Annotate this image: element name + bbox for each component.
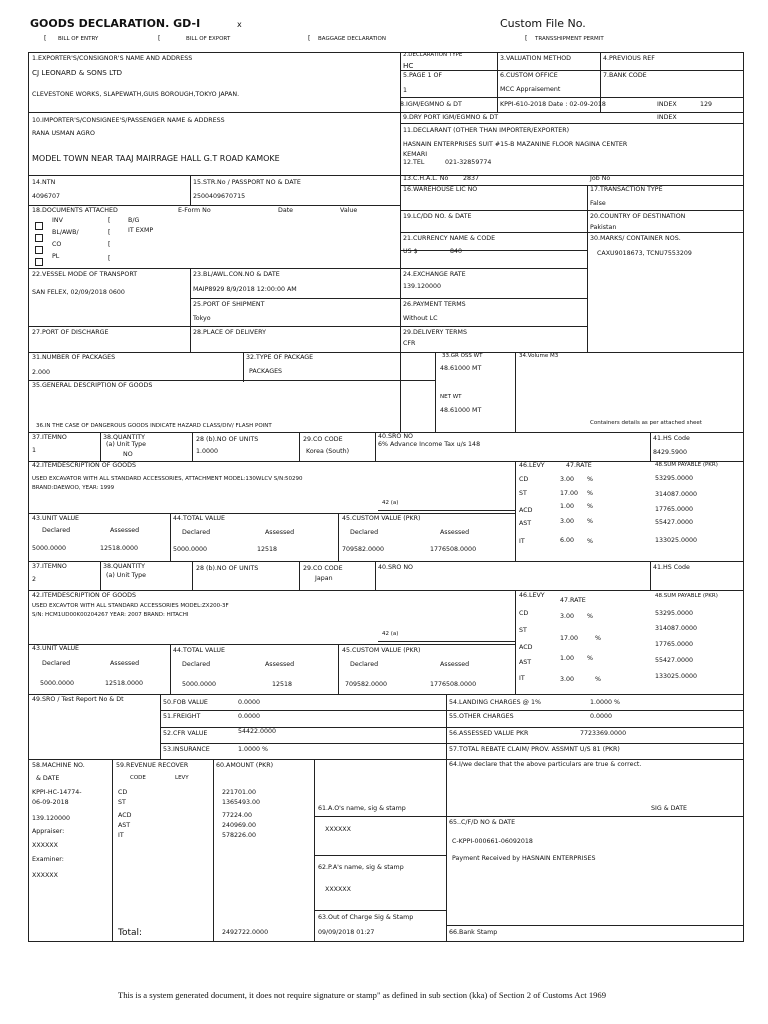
sum-label: 48.SUM PAYABLE (PKR)	[655, 593, 718, 599]
page-count: 1	[403, 87, 408, 94]
f4-label: 4.PREVIOUS REF	[603, 55, 655, 62]
amount-cd: 221701.00	[222, 789, 257, 796]
pct: %	[595, 635, 601, 642]
checkbox-inv[interactable]	[35, 222, 43, 230]
f62-label: 62.P.A's name, sig & stamp	[318, 864, 404, 871]
checkbox-pl[interactable]	[35, 258, 43, 266]
item2-no: 2	[32, 576, 37, 583]
no-units-label: 28 (b).NO OF UNITS	[196, 565, 259, 572]
opt-bill-of-export: BILL OF EXPORT	[186, 36, 231, 42]
rate-cd: 3.00	[560, 476, 575, 483]
item1-desc1: USED EXCAVATOR WITH ALL STANDARD ACCESSORIES, ATTACHMENT MODEL:130WLCV S/N:50290	[32, 476, 303, 482]
f26-label: 26.PAYMENT TERMS	[403, 301, 466, 308]
sum-acd: 17765.0000	[655, 506, 694, 513]
rate-st: 17.00	[560, 635, 579, 642]
ntn-value: 4096707	[32, 193, 61, 200]
item1-sro: 6% Advance Income Tax u/s 148	[378, 441, 481, 448]
sum-st: 314087.0000	[655, 625, 698, 632]
fob-value: 0.0000	[238, 699, 261, 706]
assessed-label: Assessed	[440, 529, 470, 536]
doc-it-exmp: IT EXMP	[128, 227, 154, 234]
number-of-packages: 2.000	[32, 369, 51, 376]
a42-label: 42 (a)	[382, 500, 399, 506]
declaration-type: HC	[403, 61, 414, 70]
assessed-value-pkr: 7723369.0000	[580, 730, 627, 737]
transaction-type: False	[590, 200, 606, 207]
f28-label: 28.PLACE OF DELIVERY	[193, 329, 266, 336]
index-value: 129	[700, 101, 713, 108]
f2-label: 2.DECLARATION TYPE	[403, 52, 463, 58]
desc-label: 42.ITEMDESCRIPTION OF GOODS	[32, 592, 136, 599]
f35-label: 35.GENERAL DESCRIPTION OF GOODS	[32, 382, 153, 389]
item1-unit: NO	[123, 451, 133, 458]
a42-label: 42 (a)	[382, 631, 399, 637]
f29-label: 29.DELIVERY TERMS	[403, 329, 467, 336]
item1-desc2: BRAND:DAEWOO, YEAR: 1999	[32, 485, 115, 491]
f63-label: 63.Out of Charge Sig & Stamp	[318, 914, 414, 921]
assessed-label: Assessed	[110, 527, 140, 534]
rev-code-it: IT	[118, 832, 124, 839]
item2-uv-declared: 5000.0000	[40, 680, 75, 687]
f31-label: 31.NUMBER OF PACKAGES	[32, 354, 116, 361]
f5-label: 5.PAGE 1 OF	[403, 72, 443, 79]
payment-terms: Without LC	[403, 315, 438, 322]
importer-name: RANA USMAN AGRO	[32, 130, 95, 137]
sum-ast: 55427.0000	[655, 519, 694, 526]
levy-it: IT	[519, 675, 525, 682]
eform-label: E-Form No	[178, 207, 211, 214]
item2-uv-assessed: 12518.0000	[105, 680, 144, 687]
item1-uv-declared: 5000.0000	[32, 545, 67, 552]
unit-value-label: 43.UNIT VALUE	[32, 645, 80, 652]
port-of-shipment: Tokyo	[193, 315, 211, 322]
container-nos: CAXU9018673, TCNU7553209	[597, 250, 692, 257]
item1-uv-assessed: 12518.0000	[100, 545, 139, 552]
declared-label: Declared	[182, 529, 211, 536]
f56-label: 56.ASSESSED VALUE PKR	[449, 730, 529, 737]
value-label: Value	[340, 207, 358, 214]
amount-it: 578226.00	[222, 832, 257, 839]
item1-cv-assessed: 1776508.0000	[430, 546, 477, 553]
title-mark: x	[237, 20, 242, 29]
f24-label: 24.EXCHANGE RATE	[403, 271, 466, 278]
cfd-value: C-KPPI-000661-06092018	[452, 838, 533, 845]
f14-label: 14.NTN	[32, 179, 56, 186]
freight-value: 0.0000	[238, 713, 261, 720]
item2-co: Japan	[315, 575, 333, 582]
unit-value-label: 43.UNIT VALUE	[32, 515, 80, 522]
f19-label: 19.LC/DD NO. & DATE	[403, 213, 472, 220]
co-code-label: 29.CO CODE	[303, 436, 343, 443]
other-charges: 0.0000	[590, 713, 613, 720]
cfr-value: 54422.0000	[238, 728, 277, 735]
customs-value-label: 45.CUSTOM VALUE (PKR)	[342, 515, 421, 522]
gross-weight: 48.61000 MT	[440, 365, 482, 372]
amount-acd: 77224.00	[222, 812, 253, 819]
sum-cd: 53295.0000	[655, 475, 694, 482]
pct: %	[595, 676, 601, 683]
total-amount: 2492722.0000	[222, 929, 269, 936]
levy-label: 46.LEVY	[519, 462, 545, 469]
rev-code-acd: ACD	[118, 812, 132, 819]
delivery-terms: CFR	[403, 340, 416, 347]
vessel-value: SAN FELEX, 02/09/2018 0600	[32, 289, 125, 296]
declared-label: Declared	[350, 529, 379, 536]
examiner-value: XXXXXX	[32, 872, 58, 879]
item1-co: Korea (South)	[306, 448, 350, 455]
item1-no: 1	[32, 447, 37, 454]
doc-pl: PL	[52, 253, 60, 260]
total-value-label: 44.TOTAL VALUE	[173, 647, 225, 654]
f50-label: 50.FOB VALUE	[163, 699, 208, 706]
f22-label: 22.VESSEL MODE OF TRANSPORT	[32, 271, 138, 278]
index-label-2: INDEX	[657, 114, 677, 121]
insurance-value: 1.0000 %	[238, 746, 269, 753]
pct: %	[587, 503, 593, 510]
appraiser-value: XXXXXX	[32, 842, 58, 849]
declarant-line2: KEMARI	[403, 151, 428, 158]
sum-it: 133025.0000	[655, 673, 698, 680]
levy-ast: AST	[519, 520, 532, 527]
bracket: [	[108, 241, 111, 248]
co-code-label: 29.CO CODE	[303, 565, 343, 572]
no-units-label: 28 (b).NO OF UNITS	[196, 436, 259, 443]
sro-label: 40.SRO NO	[378, 433, 414, 440]
declarant-line1: HASNAIN ENTERPRISES SUIT #15-B MAZANINE FLOOR NAGINA CENTER	[403, 141, 628, 148]
checkbox-bl[interactable]	[35, 234, 43, 242]
levy-cd: CD	[519, 610, 529, 617]
opt-baggage: BAGGAGE DECLARATION	[318, 36, 386, 42]
exporter-name: CJ LEONARD & SONS LTD	[32, 68, 123, 77]
f9-label: 9.DRY PORT IGM/EGMNO & DT	[403, 114, 499, 121]
rate-it: 6.00	[560, 537, 575, 544]
f55-label: 55.OTHER CHARGES	[449, 713, 514, 720]
str-value: 2500409670715	[193, 193, 246, 200]
f34-label: 34.Volume M3	[519, 353, 559, 359]
date-label: Date	[278, 207, 294, 214]
f58-label: 58.MACHINE NO.	[32, 762, 85, 769]
opt-bracket: [	[158, 35, 161, 42]
f66-label: 66.Bank Stamp	[449, 929, 498, 936]
doc-co: CO	[52, 241, 62, 248]
date-label: & DATE	[36, 775, 60, 782]
out-of-charge-value: 09/09/2018 01:27	[318, 929, 375, 936]
importer-address: MODEL TOWN NEAR TAAJ MAIRRAGE HALL G.T ROAD KAMOKE	[32, 154, 280, 163]
f23-label: 23.BL/AWL.CON.NO & DATE	[193, 271, 280, 278]
bl-value: MAIP8929 8/9/2018 12:00:00 AM	[193, 286, 297, 293]
total-value-label: 44.TOTAL VALUE	[173, 515, 225, 522]
rate-ast: 3.00	[560, 676, 575, 683]
bracket: [	[108, 217, 111, 224]
examiner-label: Examiner:	[32, 856, 64, 863]
appraiser-label: Appraiser:	[32, 828, 65, 835]
currency-name: US $	[403, 248, 418, 255]
opt-bracket: [	[308, 35, 311, 42]
f52-label: 52.CFR VALUE	[163, 730, 208, 737]
hs-label: 41.HS Code	[653, 564, 690, 571]
f11-label: 11.DECLARANT (OTHER THAN IMPORTER/EXPORTER)	[403, 127, 570, 134]
rate-acd: 1.00	[560, 655, 575, 662]
f53-label: 53.INSURANCE	[163, 746, 210, 753]
levy-cd: CD	[519, 476, 529, 483]
item1-tv-assessed: 12518	[257, 546, 278, 553]
declared-label: Declared	[350, 661, 379, 668]
landing-value: 1.0000 %	[590, 699, 621, 706]
pct: %	[587, 518, 593, 525]
amount-ast: 240969.00	[222, 822, 257, 829]
f20-label: 20.COUNTRY OF DESTINATION	[590, 213, 686, 220]
custom-office: MCC Appraisement	[500, 86, 561, 93]
declared-label: Declared	[182, 661, 211, 668]
item2-desc2: S/N: HCM1UD00K00204267 YEAR: 2007 BRAND: HITACHI	[32, 612, 189, 618]
item1-units: 1.0000	[196, 448, 219, 455]
total-label: Total:	[118, 928, 143, 938]
f30-label: 30.MARKS/ CONTAINER NOS.	[590, 235, 681, 242]
bracket: [	[108, 229, 111, 236]
rate-acd: 1.00	[560, 503, 575, 510]
levy-st: ST	[519, 490, 527, 497]
rev-code-cd: CD	[118, 789, 128, 796]
f3-label: 3.VALUATION METHOD	[500, 55, 572, 62]
f61-label: 61.A.O's name, sig & stamp	[318, 805, 406, 812]
levy-st: ST	[519, 627, 527, 634]
rate-value: 139.120000	[32, 815, 71, 822]
rate-cd: 3.00	[560, 613, 575, 620]
assessed-label: Assessed	[265, 661, 295, 668]
f15-label: 15.STR.No / PASSPORT NO & DATE	[193, 179, 301, 186]
f27-label: 27.PORT OF DISCHARGE	[32, 329, 109, 336]
item2-desc1: USED EXCAVTOR WITH ALL STANDARD ACCESSORIES MODEL:ZX200-3F	[32, 603, 229, 609]
doc-bl: BL/AWB/	[52, 229, 79, 236]
package-type: PACKAGES	[249, 368, 283, 375]
rev-code-ast: AST	[118, 822, 131, 829]
sum-st: 314087.0000	[655, 491, 698, 498]
opt-transshipment: TRANSSHIPMENT PERMIT	[535, 36, 604, 42]
sum-it: 133025.0000	[655, 537, 698, 544]
chal-value: 2837	[463, 175, 480, 182]
f17-label: 17.TRANSACTION TYPE	[590, 186, 663, 193]
pct: %	[587, 538, 593, 545]
f6-label: 6.CUSTOM OFFICE	[500, 72, 558, 79]
f10-label: 10.IMPORTER'S/CONSIGNEE'S/PASSENGER NAME & ADDRESS	[32, 117, 225, 124]
levy-label: 46.LEVY	[519, 592, 545, 599]
doc-bg: B/G	[128, 217, 140, 224]
sum-ast: 55427.0000	[655, 657, 694, 664]
unit-type-label: (a) Unit Type	[106, 441, 147, 448]
item2-cv-assessed: 1776508.0000	[430, 681, 477, 688]
sum-label: 48.SUM PAYABLE (PKR)	[655, 462, 718, 468]
rate-label: 47.RATE	[566, 462, 592, 469]
f7-label: 7.BANK CODE	[603, 72, 647, 79]
checkbox-co[interactable]	[35, 246, 43, 254]
levy-acd: ACD	[519, 507, 533, 514]
f33-label: 33.GR OSS WT	[442, 353, 483, 359]
machine-no: KPPI-HC-14774-	[32, 789, 82, 796]
desc-label: 42.ITEMDESCRIPTION OF GOODS	[32, 462, 136, 469]
assessed-label: Assessed	[110, 660, 140, 667]
rate-ast: 3.00	[560, 518, 575, 525]
rate-label: 47.RATE	[560, 597, 586, 604]
net-wt-label: NET WT	[440, 394, 462, 400]
sum-cd: 53295.0000	[655, 610, 694, 617]
unit-type-label: (a) Unit Type	[106, 572, 147, 579]
declared-label: Declared	[42, 527, 71, 534]
item1-tv-declared: 5000.0000	[173, 546, 208, 553]
document-title: GOODS DECLARATION. GD-I	[30, 17, 201, 30]
item2-tv-assessed: 12518	[272, 681, 293, 688]
qty-label: 38.QUANTITY	[103, 434, 145, 441]
pa-value: XXXXXX	[325, 886, 351, 893]
f64-label: 64.I/we declare that the above particulars are true & correct.	[449, 761, 642, 768]
sig-date-label: SIG & DATE	[651, 805, 688, 812]
levy-it: IT	[519, 538, 525, 545]
net-weight: 48.61000 MT	[440, 407, 482, 414]
itemno-label: 37.ITEMNO	[32, 434, 67, 441]
exchange-rate: 139.120000	[403, 283, 442, 290]
f59-label: 59.REVENUE RECOVER	[116, 762, 189, 769]
f51-label: 51.FREIGHT	[163, 713, 201, 720]
f49-label: 49.SRO / Test Report No & Dt	[32, 696, 124, 703]
f1-label: 1.EXPORTER'S/CONSIGNOR'S NAME AND ADDRESS	[32, 55, 193, 62]
item2-tv-declared: 5000.0000	[182, 681, 217, 688]
index-label: INDEX	[657, 101, 677, 108]
f13-label: 13.C.H.A.L. No	[403, 175, 449, 182]
exporter-address: CLEVESTONE WORKS, SLAPEWATH,GUIS BOROUGH,TOKYO JAPAN.	[32, 91, 240, 98]
sum-acd: 17765.0000	[655, 641, 694, 648]
item1-hs: 8429.5900	[653, 449, 688, 456]
sro-label: 40.SRO NO	[378, 564, 414, 571]
tel-value: 021-32859774	[445, 159, 492, 166]
f57-label: 57.TOTAL REBATE CLAIM/ PROV. ASSMNT U/S 81 (PKR)	[449, 746, 620, 753]
amount-st: 1365493.00	[222, 799, 261, 806]
f54-label: 54.LANDING CHARGES @ 1%	[449, 699, 541, 706]
itemno-label: 37.ITEMNO	[32, 563, 67, 570]
tel-label: 12.TEL	[403, 159, 425, 166]
item1-cv-declared: 709582.0000	[342, 546, 385, 553]
payment-received: Payment Received by HASNAIN ENTERPRISES	[452, 855, 596, 862]
f21-label: 21.CURRENCY NAME & CODE	[403, 235, 496, 242]
f65-label: 65..C/F/D NO & DATE	[449, 819, 516, 826]
qty-label: 38.QUANTITY	[103, 563, 145, 570]
f25-label: 25.PORT OF SHIPMENT	[193, 301, 265, 308]
opt-bracket: [	[44, 35, 47, 42]
f60-label: 60.AMOUNT (PKR)	[216, 762, 274, 769]
pct: %	[587, 655, 593, 662]
pct: %	[587, 613, 593, 620]
f36-label: 36.IN THE CASE OF DANGEROUS GOODS INDICATE HAZARD CLASS/DIV/ FLASH POINT	[36, 423, 272, 429]
igm-value: KPPI-610-2018 Date : 02-09-2018	[500, 101, 606, 108]
pct: %	[587, 490, 593, 497]
hs-label: 41.HS Code	[653, 435, 690, 442]
customs-value-label: 45.CUSTOM VALUE (PKR)	[342, 647, 421, 654]
levy-acd: ACD	[519, 644, 533, 651]
doc-inv: INV	[52, 217, 63, 224]
rev-code-st: ST	[118, 799, 126, 806]
custom-file-label: Custom File No.	[500, 17, 586, 30]
destination-country: Pakistan	[590, 224, 617, 231]
pct: %	[587, 476, 593, 483]
f8-label: 8.IGM/EGMNO & DT	[400, 101, 462, 108]
item2-cv-declared: 709582.0000	[345, 681, 388, 688]
opt-bracket: [	[525, 35, 528, 42]
code-label: CODE	[130, 775, 146, 781]
f18-label: 18.DOCUMENTS ATTACHED	[32, 207, 118, 214]
rate-st: 17.00	[560, 490, 579, 497]
f32-label: 32.TYPE OF PACKAGE	[246, 354, 314, 361]
levy-label: LEVY	[175, 775, 189, 781]
bracket: [	[108, 255, 111, 262]
ao-value: XXXXXX	[325, 826, 351, 833]
assessed-label: Assessed	[440, 661, 470, 668]
opt-bill-of-entry: BILL OF ENTRY	[58, 36, 99, 42]
containers-note: Containers details as per attached sheet	[590, 420, 702, 426]
levy-ast: AST	[519, 659, 532, 666]
declared-label: Declared	[42, 660, 71, 667]
footer-note: This is a system generated document, it does not require signature or stamp" as defined in sub section (kka) of Section 2 of Customs Act 1969	[118, 990, 607, 1000]
assessed-label: Assessed	[265, 529, 295, 536]
f16-label: 16.WAREHOUSE LIC NO	[403, 186, 478, 193]
job-no-label: Job No	[590, 175, 611, 182]
currency-code: 840	[450, 248, 463, 255]
machine-date: 06-09-2018	[32, 799, 69, 806]
